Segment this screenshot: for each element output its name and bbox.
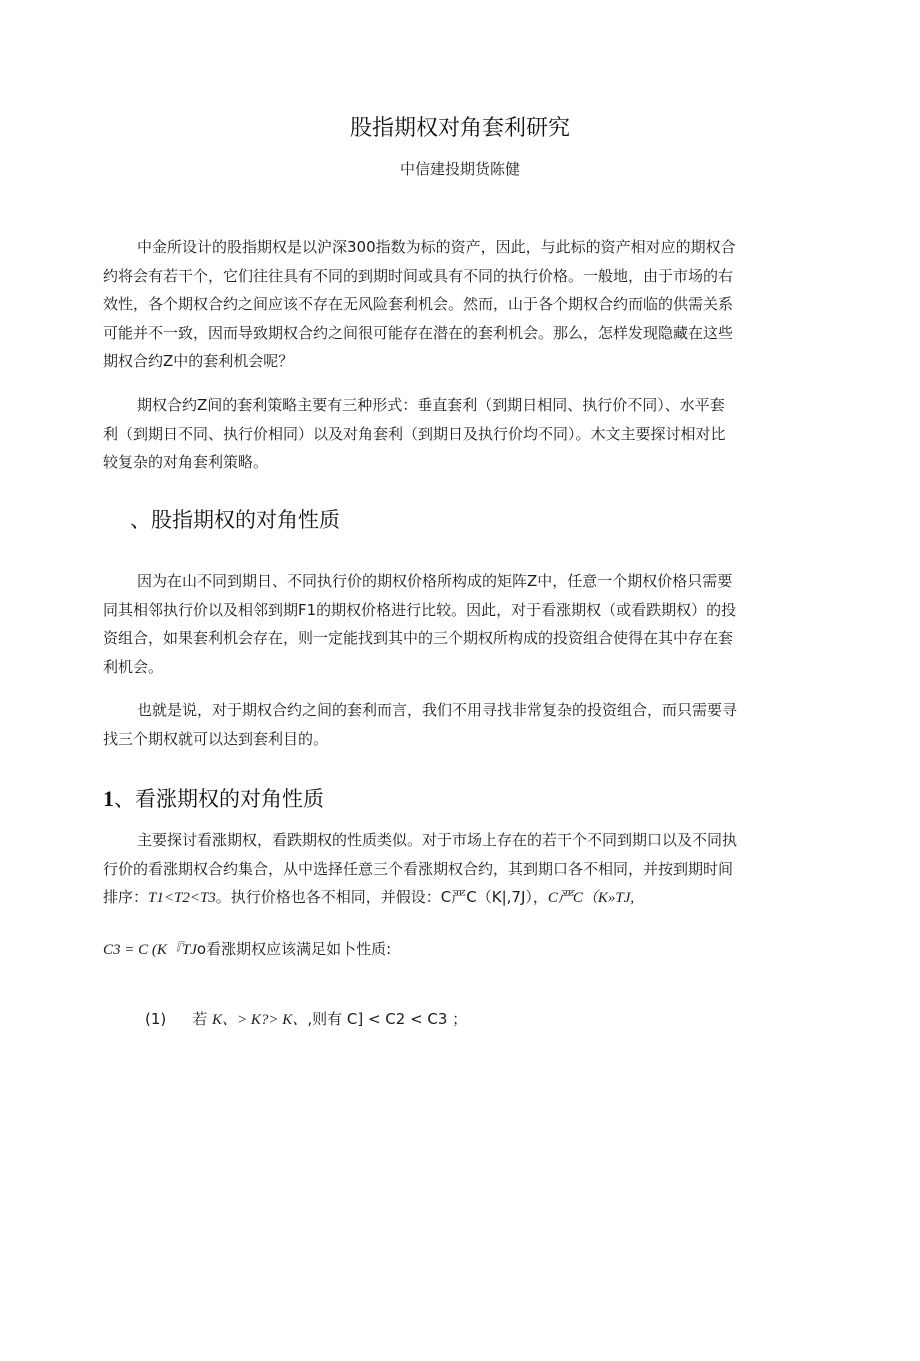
text-line: 较复杂的对角套利策略。 <box>103 453 269 471</box>
expiry-order-formula: T1<T2<T3 <box>148 890 216 906</box>
condition-formula: K、> K?> K、 <box>212 1012 308 1028</box>
text-line: 也就是说，对于期权合约之间的套利而言，我们不用寻找非常复杂的投资组合，而只需要寻 <box>137 701 738 719</box>
text-line: 资组合，如果套利机会存在，则一定能找到其中的三个期权所构成的投资组合使得在其中存在套 <box>103 629 734 647</box>
condition-prefix: 若 <box>192 1010 208 1028</box>
text-line: 同其相邻执行价以及相邻到期F1的期权价格进行比较。因此，对于看涨期权（或看跌期权）的投 <box>103 600 737 619</box>
subsection-heading <box>103 784 324 814</box>
text-line: 主要探讨看涨期权，看跌期权的性质类似。对于市场上存在的若干个不同到期口以及不同执 <box>137 831 738 849</box>
subsection-number: 1 <box>103 786 114 811</box>
text-line: 效性，各个期权合约之间应该不存在无风险套利机会。然而，山于各个期权合约而临的供需关系 <box>103 295 734 313</box>
document-title: 股指期权对角套利研究 <box>349 116 570 141</box>
formula-line-text: o看涨期权应该满足如卜性质: <box>196 940 392 958</box>
subsection-title: 、看涨期权的对角性质 <box>114 787 324 811</box>
intro-paragraph-1 <box>103 233 793 376</box>
condition-label: (1) <box>145 1010 167 1028</box>
condition-suffix: ,则有 C] < C2 < C3 ； <box>307 1010 468 1028</box>
text-line: 中金所设计的股指期权是以沪深300指数为标的资产，因此，与此标的资产相对应的期权合 <box>137 238 736 256</box>
text-line: 利机会。 <box>103 657 164 676</box>
c3-formula: C3 = C (K『TJ <box>103 942 197 958</box>
text-line: 利（到期日不同、执行价相同）以及对角套利（到期日及执行价均不同）。木文主要探讨相对比 <box>103 424 726 443</box>
text-line: 期权合约Z间的套利策略主要有三种形式：垂直套利（到期日相同、执行价不同）、水平套 <box>137 396 725 414</box>
text-line: 期权合约Z中的套利机会呢？ <box>103 352 294 370</box>
subsection-paragraph <box>103 826 793 913</box>
section-paragraph-2 <box>103 696 793 753</box>
line-middle: 。执行价格也各不相同，并假设：C严C（K|,7J）， <box>215 888 548 906</box>
price-formula: C严C（K»TJ, <box>547 890 635 906</box>
text-line: 因为在山不同到期日、不同执行价的期权价格所构成的矩阵Z中，任意一个期权价格只需要 <box>137 572 733 590</box>
intro-paragraph-2 <box>103 391 793 477</box>
text-line: 找三个期权就可以达到套利目的。 <box>103 729 329 748</box>
condition-1 <box>145 1005 467 1034</box>
text-line: 行价的看涨期权合约集合，从中选择任意三个看涨期权合约，其到期口各不相同，并按到期时间 <box>103 859 734 878</box>
text-line-with-formula <box>103 883 793 913</box>
section-paragraph-1 <box>103 567 793 681</box>
text-line: 可能并不一致，因而导致期权合约之间很可能存在潜在的套利机会。那么，怎样发现隐藏在这些 <box>103 323 734 342</box>
line-prefix: 排序： <box>103 888 149 906</box>
section-heading: 、股指期权的对角性质 <box>130 508 340 532</box>
text-line: 约将会有若干个，它们往往具有不同的到期时间或具有不同的执行价格。一般地，由于市场的右 <box>103 266 734 285</box>
document-author: 中信建投期货陈健 <box>399 160 520 178</box>
formula-line <box>103 935 391 964</box>
